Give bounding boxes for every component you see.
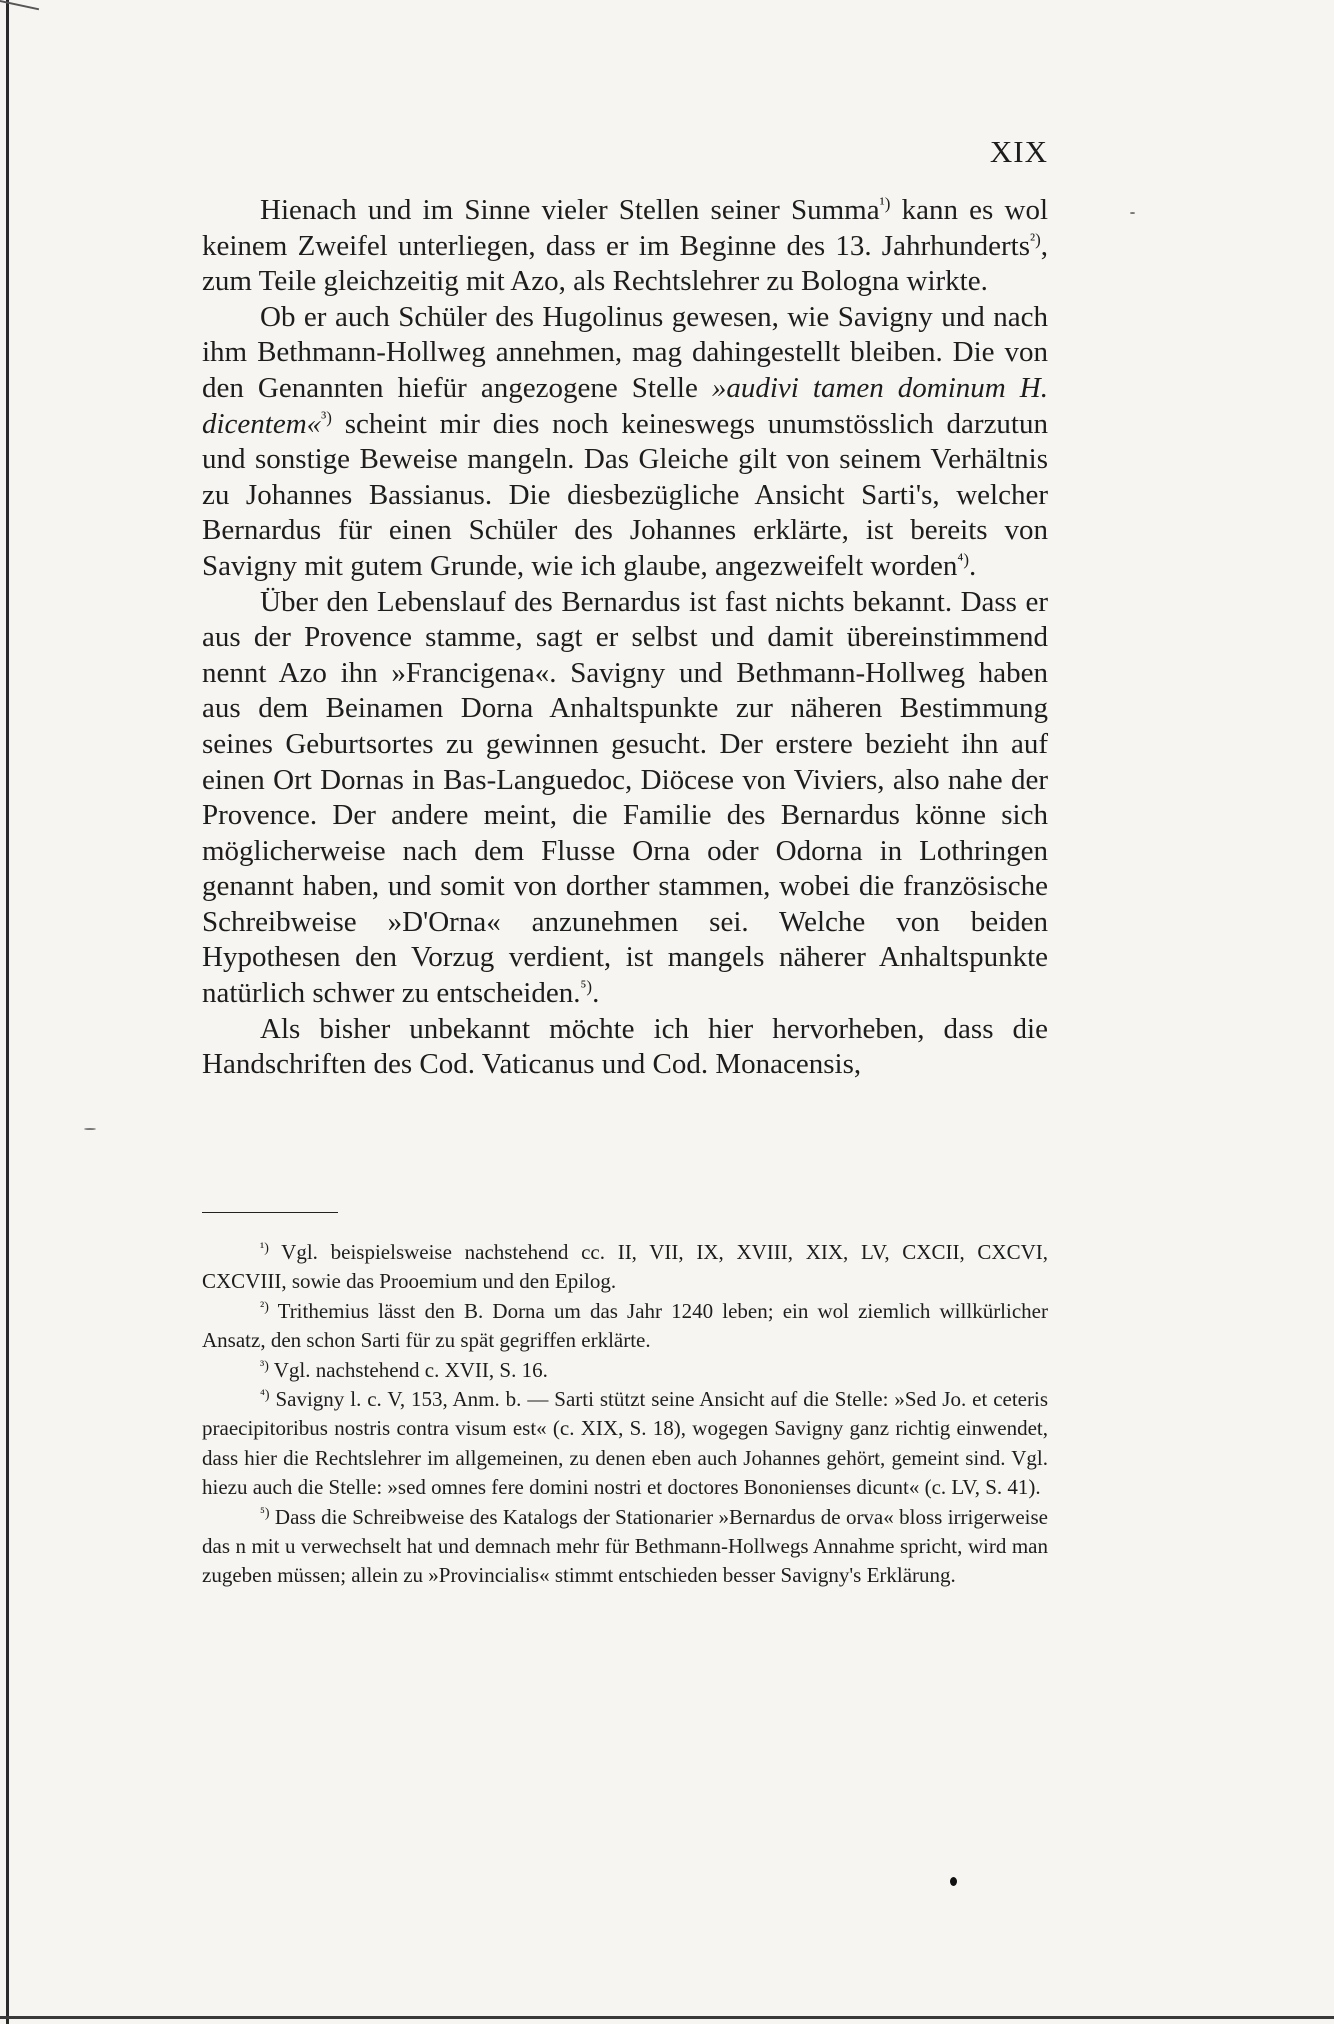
page-left-edge bbox=[6, 0, 9, 2024]
paragraph-2-text-c: . bbox=[968, 549, 977, 582]
latin-quotation: »audivi tamen dominum H. dicentem« bbox=[202, 371, 1048, 440]
footnote-1-mark: ¹) bbox=[260, 1241, 269, 1256]
paragraph-3-text-a: Über den Lebenslauf des Bernardus ist fast nichts bekannt. Dass er aus der Provence stamme, sagt er selbst und damit übereinstimmend nennt Azo ihn »Francigena«. Savigny und Bethmann-Hollweg haben aus dem Beinamen Dorna Anhaltspunkte zur näheren Bestimmung seines Geburtsortes zu gewinnen gesucht. Der erstere bezieht ihn auf einen Ort Dornas in Bas-Languedoc, Diöcese von Viviers, also nahe der Provence. Der andere meint, die Familie des Bernardus könne sich möglicherweise nach dem Flusse Orna oder Odorna in Lothringen genannt haben, und somit von dorther stammen, wobei die französische Schreibweise »D'Orna« anzunehmen sei. Welche von beiden Hypothesen den Vorzug verdient, ist mangels näherer Anhaltspunkte natürlich schwer zu entscheiden. bbox=[202, 585, 1048, 1010]
footnote-ref-5: ⁵) bbox=[580, 977, 593, 997]
ink-speck bbox=[84, 1128, 96, 1130]
footnote-3-mark: ³) bbox=[260, 1358, 269, 1374]
footnote-4 bbox=[202, 1385, 1048, 1503]
paragraph-3 bbox=[202, 585, 1048, 1012]
footnote-ref-3: ³) bbox=[321, 407, 332, 427]
paragraph-1-text-a: Hienach und im Sinne vieler Stellen seiner Summa bbox=[260, 194, 880, 226]
footnote-2-text: Trithemius lässt den B. Dorna um das Jahr 1240 leben; ein wol ziemlich willkürlicher Ansatz, den schon Sarti für zu spät gegriffen erklärte. bbox=[202, 1298, 1048, 1353]
footnote-ref-2: ²) bbox=[1029, 229, 1041, 249]
paragraph-2-text-b: scheint mir dies noch keineswegs unumstösslich darzutun und sonstige Beweise mangeln. Das Gleiche gilt von seinem Verhältnis zu Johannes Bassianus. Die diesbezügliche Ansicht Sarti's, welcher Bernardus für einen Schüler des Johannes erklärte, ist bereits von Savigny mit gutem Grunde, wie ich glaube, angezweifelt worden bbox=[202, 407, 1048, 582]
paragraph-1-text-c: , zum Teile gleichzeitig mit Azo, als Rechtslehrer zu Bologna wirkte. bbox=[202, 229, 1048, 298]
footnote-3 bbox=[202, 1356, 1048, 1385]
paragraph-2 bbox=[202, 300, 1048, 585]
page-bottom-edge bbox=[0, 2016, 1334, 2019]
footnote-3-text: Vgl. nachstehend c. XVII, S. 16. bbox=[268, 1357, 548, 1382]
footnote-2-mark: ²) bbox=[260, 1299, 269, 1315]
paragraph-4: Als bisher unbekannt möchte ich hier hervorheben, dass die Handschriften des Cod. Vaticanus und Cod. Monacensis, bbox=[202, 1012, 1048, 1081]
footnote-5-text: Dass die Schreibweise des Katalogs der Stationarier »Bernardus de orva« bloss irrigerweise das n mit u verwechselt hat und demnach mehr für Bethmann-Hollwegs Annahme spricht, wird man zugeben müssen; allein zu »Provincialis« stimmt entschieden besser Savigny's Erklärung. bbox=[202, 1504, 1048, 1588]
page-number: XIX bbox=[989, 134, 1048, 169]
footnote-separator bbox=[202, 1212, 338, 1213]
footnote-2 bbox=[202, 1297, 1048, 1356]
footnote-ref-1: ¹) bbox=[879, 194, 891, 213]
footnote-4-text: Savigny l. c. V, 153, Anm. b. — Sarti stützt seine Ansicht auf die Stelle: »Sed Jo. et ceteris praecipitoribus nostris contra visum est« (c. XIX, S. 18), wogegen Savigny ganz richtig einwendet, dass hier die Rechtslehrer im allgemeinen, zu denen eben auch Johannes gehört, gemeint sind. Vgl. hiezu auch die Stelle: »sed omnes fere domini nostri et doctores Bononienses dicunt« (c. LV, S. 41). bbox=[202, 1387, 1048, 1500]
paragraph-2-text-a: Ob er auch Schüler des Hugolinus gewesen, wie Savigny und nach ihm Bethmann-Hollweg annehmen, mag dahingestellt bleiben. Die von den Genannten hiefür angezogene Stelle bbox=[202, 300, 1048, 404]
footnote-1-text: Vgl. beispielsweise nachstehend cc. II, VII, IX, XVIII, XIX, LV, CXCII, CXCVI, CXCVIII, sowie das Prooemium und den Epilog. bbox=[202, 1240, 1048, 1294]
footnote-1 bbox=[202, 1238, 1048, 1297]
footnotes bbox=[202, 1238, 1048, 1591]
footnote-5 bbox=[202, 1503, 1048, 1591]
page-corner-mark bbox=[0, 0, 39, 40]
paragraph-1-text-b: kann es wol keinem Zweifel unterliegen, dass er im Beginne des 13. Jahrhunderts bbox=[202, 194, 1049, 262]
paragraph-1 bbox=[202, 193, 1048, 300]
footnote-4-mark: ⁴) bbox=[260, 1388, 270, 1404]
footnote-ref-4: ⁴) bbox=[957, 549, 969, 569]
ink-speck bbox=[1130, 212, 1135, 214]
ink-speck bbox=[950, 1877, 957, 1886]
paragraph-3-text-b: . bbox=[592, 977, 600, 1010]
main-text bbox=[202, 193, 1048, 1083]
footnote-5-mark: ⁵) bbox=[260, 1505, 270, 1521]
